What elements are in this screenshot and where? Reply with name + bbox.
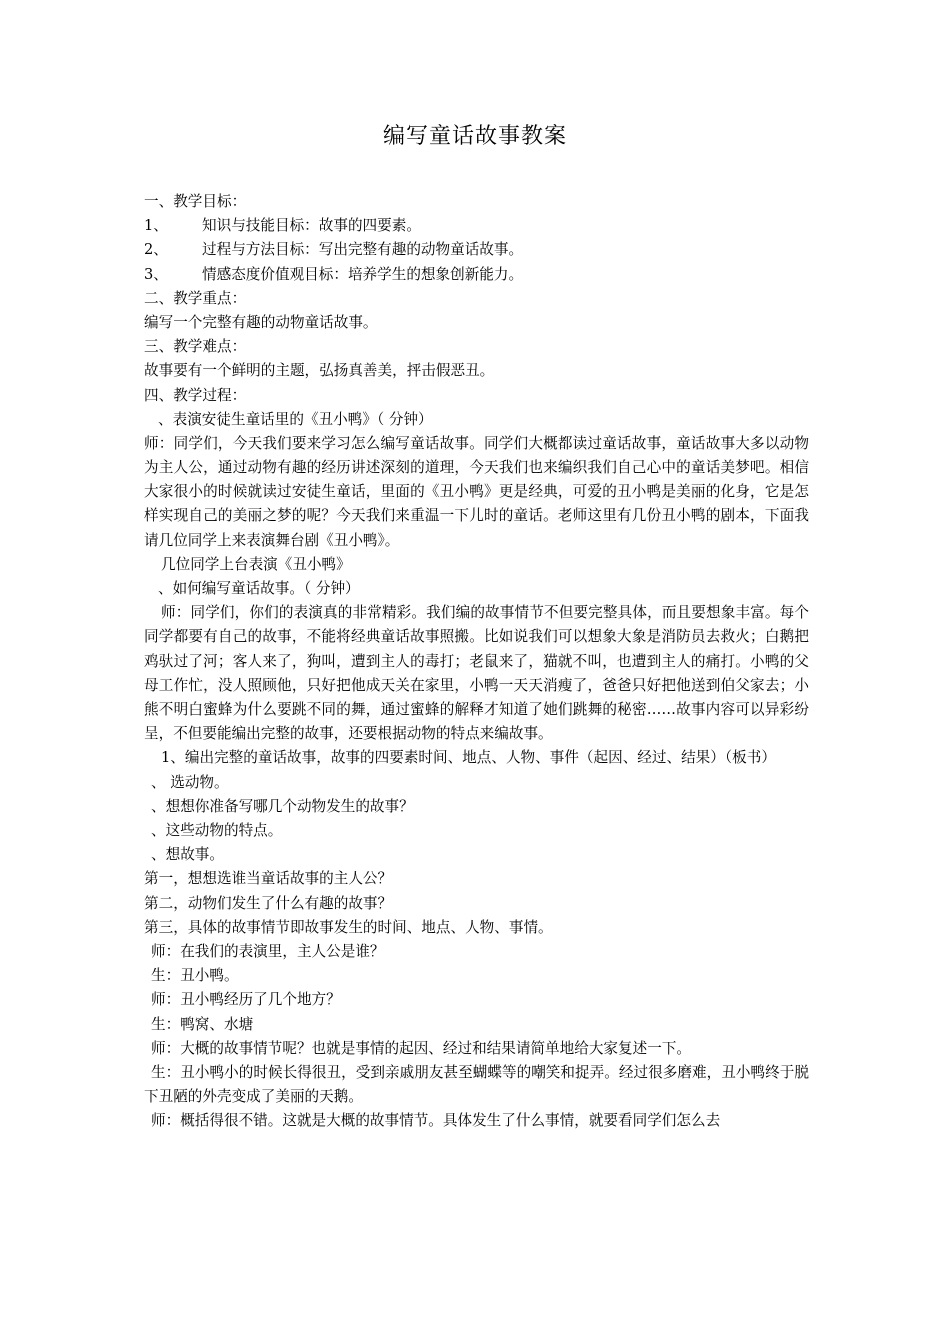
objective-text: 过程与方法目标：写出完整有趣的动物童话故事。 <box>202 241 524 259</box>
ordinal-item: 第一，想想选谁当童话故事的主人公？ <box>144 870 393 888</box>
ordinal-item: 第二，动物们发生了什么有趣的故事？ <box>144 894 393 912</box>
objective-item-1 <box>144 214 809 238</box>
objective-number: 1、 <box>144 217 168 235</box>
performance-note: 几位同学上台表演《丑小鸭》 <box>161 555 351 573</box>
difficulty-heading: 三、教学难点： <box>144 338 247 356</box>
sub-item: 、这些动物的特点。 <box>151 822 283 840</box>
teacher-intro-paragraph: 师：同学们，今天我们要来学习怎么编写童话故事。同学们大概都读过童话故事，童话故事大多以动物为主人公，通过动物有趣的经历讲述深刻的道理，今天我们也来编织我们自己心中的童话美梦吧。相信大家很小的时候就读过安徒生童话，里面的《丑小鸭》更是经典，可爱的丑小鸭是美丽的化身，它是怎样实现自己的美丽之梦的呢？今天我们来重温一下儿时的童话。老师这里有几份丑小鸭的剧本，下面我请几位同学上来表演舞台剧《丑小鸭》。 <box>144 434 809 549</box>
objective-number: 3、 <box>144 265 168 283</box>
step2-title: 、如何编写童话故事。（ 分钟） <box>158 580 360 598</box>
dialogue-line: 师：在我们的表演里，主人公是谁？ <box>151 943 385 960</box>
dialogue-line: 生：丑小鸭。 <box>151 967 239 985</box>
sub-item: 、想故事。 <box>151 846 224 864</box>
sub-item: 、想想你准备写哪几个动物发生的故事？ <box>151 797 414 815</box>
objective-text: 知识与技能目标：故事的四要素。 <box>202 217 421 235</box>
dialogue-line: 师：大概的故事情节呢？也就是事情的起因、经过和结果请简单地给大家复述一下。 <box>151 1039 691 1057</box>
objective-item-2 <box>144 238 809 262</box>
key-text: 编写一个完整有趣的动物童话故事。 <box>144 313 378 331</box>
objective-item-3 <box>144 263 809 287</box>
document-title: 编写童话故事教案 <box>382 124 567 149</box>
sub-item: 、 选动物。 <box>151 773 229 791</box>
process-heading: 四、教学过程： <box>144 386 247 404</box>
step1-title: 、表演安徒生童话里的《丑小鸭》（ 分钟） <box>158 410 433 428</box>
objective-number: 2、 <box>144 241 168 259</box>
teacher-closing-line: 师：概括得很不错。这就是大概的故事情节。具体发生了什么事情，就要看同学们怎么去 <box>151 1112 721 1130</box>
objectives-heading: 一、教学目标： <box>144 193 247 210</box>
key-heading: 二、教学重点： <box>144 289 247 307</box>
dialogue-line: 师：丑小鸭经历了几个地方？ <box>151 991 341 1009</box>
document-body <box>144 190 809 1134</box>
ordinal-item: 第三，具体的故事情节即故事发生的时间、地点、人物、事情。 <box>144 918 553 936</box>
student-summary-paragraph: 生：丑小鸭小的时候长得很丑，受到亲戚朋友甚至蝴蝶等的嘲笑和捉弄。经过很多磨难，丑小鸭终于脱下丑陋的外壳变成了美丽的天鹅。 <box>144 1063 809 1106</box>
difficulty-text: 故事要有一个鲜明的主题，弘扬真善美，抨击假恶丑。 <box>144 362 495 380</box>
point1-paragraph: 1、编出完整的童话故事，故事的四要素时间、地点、人物、事件（起因、经过、结果）（板书） <box>161 749 776 767</box>
dialogue-line: 生：鸭窝、水塘 <box>151 1015 254 1033</box>
teacher-praise-paragraph: 师：同学们，你们的表演真的非常精彩。我们编的故事情节不但要完整具体，而且要想象丰富。每个同学都要有自己的故事，不能将经典童话故事照搬。比如说我们可以想象大象是消防员去救火；白鹅把鸡驮过了河；客人来了，狗叫，遭到主人的毒打；老鼠来了，猫就不叫，也遭到主人的痛打。小鸭的父母工作忙，没人照顾他，只好把他成天关在家里，小鸭一天天消瘦了，爸爸只好把他送到伯父家去；小熊不明白蜜蜂为什么要跳不同的舞，通过蜜蜂的解释才知道了她们跳舞的秘密……故事内容可以异彩纷呈，不但要能编出完整的故事，还要根据动物的特点来编故事。 <box>144 604 809 743</box>
objective-text: 情感态度价值观目标：培养学生的想象创新能力。 <box>202 265 524 283</box>
